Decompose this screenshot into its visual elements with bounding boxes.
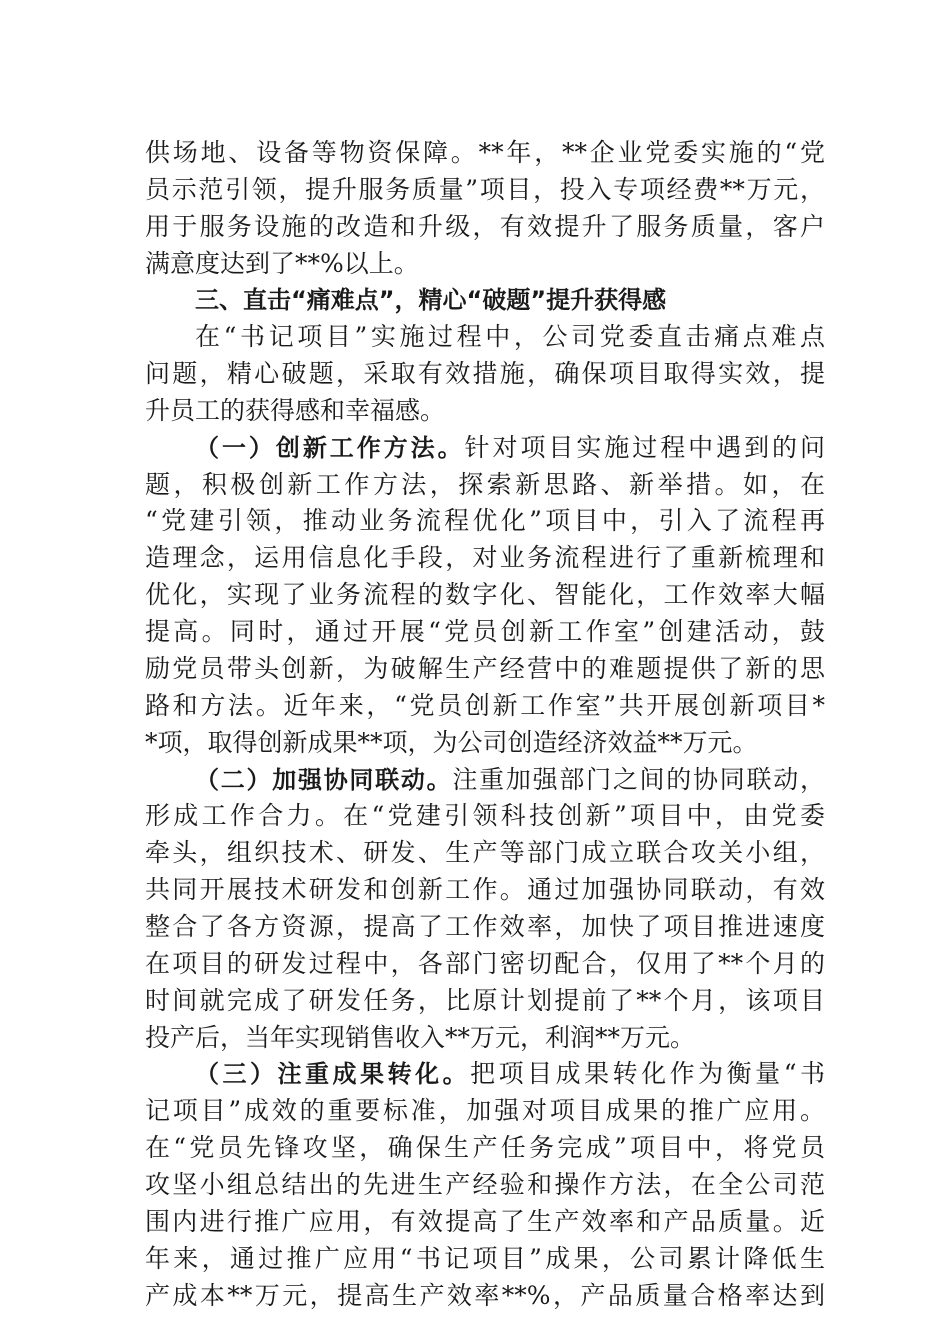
text-line: 满意度达到了**%以上。: [145, 249, 419, 278]
text-run: 把项目成果转化作为衡量“书: [470, 1059, 825, 1088]
text-line: 年来，通过推广应用“书记项目”成果，公司累计降低生: [145, 1244, 825, 1273]
text-line: *项，取得创新成果**项，为公司创造经济效益**万元。: [145, 728, 758, 757]
text-line: 用于服务设施的改造和升级，有效提升了服务质量，客户: [145, 212, 825, 241]
text-line: 问题，精心破题，采取有效措施，确保项目取得实效，提: [145, 359, 825, 388]
text-line: 提高。同时，通过开展“党员创新工作室”创建活动，鼓: [145, 617, 825, 646]
text-line: 题，积极创新工作方法，探索新思路、新举措。如，在: [145, 470, 825, 499]
text-line: 形成工作合力。在“党建引领科技创新”项目中，由党委: [145, 801, 825, 830]
text-line: 牵头，组织技术、研发、生产等部门成立联合攻关小组，: [145, 838, 825, 867]
text-line: 在“党员先锋攻坚，确保生产任务完成”项目中，将党员: [145, 1133, 825, 1162]
text-line: 升员工的获得感和幸福感。: [145, 396, 446, 425]
text-line: 在项目的研发过程中，各部门密切配合，仅用了**个月的: [145, 949, 825, 978]
text-line: 共同开展技术研发和创新工作。通过加强协同联动，有效: [145, 875, 825, 904]
section-heading: 三、直击“痛难点”，精心“破题”提升获得感: [195, 286, 667, 314]
text-line: 励党员带头创新，为破解生产经营中的难题提供了新的思: [145, 654, 825, 683]
text-line: “党建引领，推动业务流程优化”项目中，引入了流程再: [145, 506, 825, 535]
text-line: 时间就完成了研发任务，比原计划提前了**个月，该项目: [145, 986, 825, 1015]
subsection-lead: （一）创新工作方法。: [195, 434, 465, 462]
text-line: 造理念，运用信息化手段，对业务流程进行了重新梳理和: [145, 543, 825, 572]
text-line: 产成本**万元，提高生产效率**%，产品质量合格率达到: [145, 1281, 825, 1310]
text-line: 优化，实现了业务流程的数字化、智能化，工作效率大幅: [145, 580, 825, 609]
text-run: 注重加强部门之间的协同联动，: [452, 765, 825, 794]
text-line: 整合了各方资源，提高了工作效率，加快了项目推进速度: [145, 912, 825, 941]
subsection-first-line: [195, 428, 825, 468]
text-line: 围内进行推广应用，有效提高了生产效率和产品质量。近: [145, 1207, 825, 1236]
text-line: 记项目”成效的重要标准，加强对项目成果的推广应用。: [145, 1096, 825, 1125]
text-line: 攻坚小组总结出的先进生产经验和操作方法，在全公司范: [145, 1170, 825, 1199]
text-line: 路和方法。近年来，“党员创新工作室”共开展创新项目*: [145, 691, 825, 720]
text-run: 针对项目实施过程中遇到的问: [464, 433, 825, 462]
text-line: 员示范引领，提升服务质量”项目，投入专项经费**万元，: [145, 175, 825, 204]
subsection-first-line: [195, 760, 825, 800]
text-line: 供场地、设备等物资保障。**年，**企业党委实施的“党: [145, 138, 825, 167]
subsection-first-line: [195, 1054, 825, 1094]
subsection-lead: （三）注重成果转化。: [195, 1060, 471, 1088]
text-line: 在“书记项目”实施过程中，公司党委直击痛点难点: [195, 322, 825, 351]
text-line: 投产后，当年实现销售收入**万元，利润**万元。: [145, 1023, 696, 1052]
subsection-lead: （二）加强协同联动。: [195, 766, 453, 794]
